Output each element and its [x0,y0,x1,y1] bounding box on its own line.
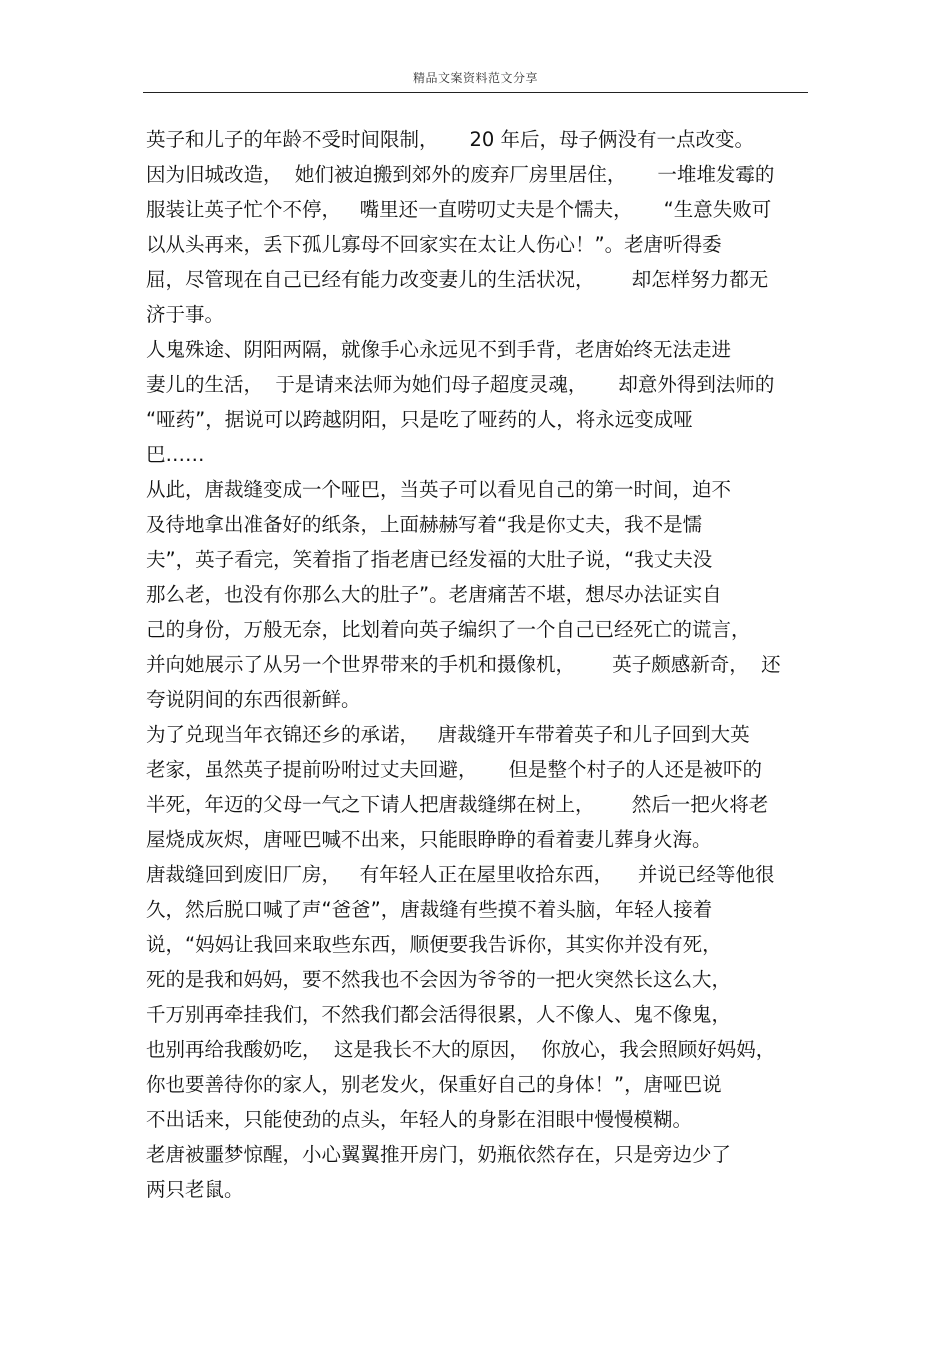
text-line: 也别再给我酸奶吃， 这是我长不大的原因， 你放心，我会照顾好妈妈， [146,1038,776,1061]
text-line: 并向她展示了从另一个世界带来的手机和摄像机， 英子颇感新奇， 还 [146,653,781,676]
text-line: 老家，虽然英子提前吩咐过丈夫回避， 但是整个村子的人还是被吓的 [146,758,762,781]
text-line: 济于事。 [146,303,225,326]
text-line: 你也要善待你的家人，别老发火，保重好自己的身体！”，唐哑巴说 [146,1073,722,1096]
text-line: 夫”，英子看完，笑着指了指老唐已经发福的大肚子说，“我丈夫没 [146,548,713,571]
text-line: 为了兑现当年衣锦还乡的承诺， 唐裁缝开车带着英子和儿子回到大英 [146,723,750,746]
text-line: 从此，唐裁缝变成一个哑巴，当英子可以看见自己的第一时间，迫不 [146,478,732,501]
text-line: 人鬼殊途、阴阳两隔，就像手心永远见不到手背，老唐始终无法走进 [146,338,732,361]
text-line: 及待地拿出准备好的纸条，上面赫赫写着“我是你丈夫，我不是懦 [146,513,703,536]
text-line: 因为旧城改造， 她们被迫搬到郊外的废弃厂房里居住， 一堆堆发霉的 [146,163,775,186]
text-line: 英子和儿子的年龄不受时间限制， 20 年后，母子俩没有一点改变。 [146,128,755,151]
text-line: 服装让英子忙个不停， 嘴里还一直唠叨丈夫是个懦夫， “生意失败可 [146,198,772,221]
text-line: 两只老鼠。 [146,1178,244,1201]
text-line: 屋烧成灰烬，唐哑巴喊不出来，只能眼睁睁的看着妻儿葬身火海。 [146,828,712,851]
text-line: 久，然后脱口喊了声“爸爸”，唐裁缝有些摸不着头脑，年轻人接着 [146,898,713,921]
header-title: 精品文案资料范文分享 [412,71,538,85]
page-header [143,62,808,93]
text-line: 老唐被噩梦惊醒，小心翼翼推开房门，奶瓶依然存在，只是旁边少了 [146,1143,732,1166]
text-line: 夸说阴间的东西很新鲜。 [146,688,361,711]
text-line: 半死，年迈的父母一气之下请人把唐裁缝绑在树上， 然后一把火将老 [146,793,769,816]
text-line: “哑药”，据说可以跨越阴阳，只是吃了哑药的人，将永远变成哑 [146,408,693,431]
text-line: 己的身份，万般无奈，比划着向英子编织了一个自己已经死亡的谎言， [146,618,751,641]
text-line: 死的是我和妈妈，要不然我也不会因为爷爷的一把火突然长这么大， [146,968,732,991]
text-line: 巴…… [146,443,205,466]
text-line: 说，“妈妈让我回来取些东西，顺便要我告诉你，其实你并没有死， [146,933,722,956]
document-body [146,122,816,1207]
text-line: 屈，尽管现在自己已经有能力改变妻儿的生活状况， 却怎样努力都无 [146,268,769,291]
text-line: 以从头再来，丢下孤儿寡母不回家实在太让人伤心！”。老唐听得委 [146,233,722,256]
text-line: 千万别再牵挂我们，不然我们都会活得很累，人不像人、鬼不像鬼， [146,1003,732,1026]
text-line: 不出话来，只能使劲的点头，年轻人的身影在泪眼中慢慢模糊。 [146,1108,693,1131]
text-line: 妻儿的生活， 于是请来法师为她们母子超度灵魂， 却意外得到法师的 [146,373,775,396]
text-line: 那么老，也没有你那么大的肚子”。老唐痛苦不堪，想尽办法证实自 [146,583,722,606]
text-line: 唐裁缝回到废旧厂房， 有年轻人正在屋里收拾东西， 并说已经等他很 [146,863,775,886]
